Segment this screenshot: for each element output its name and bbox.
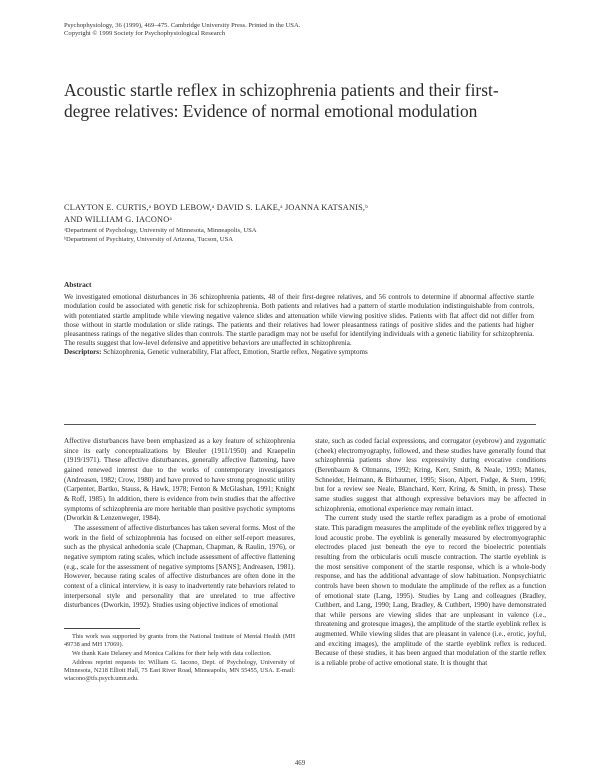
journal-header [64,22,300,39]
body-paragraph: Affective disturbances have been emphasized as a key feature of schizophrenia since its early conceptualizations by Bleuler (1911/1950) and Kraepelin (1919/1971). These affective disturbances, generally affective flattening, have gained renewed interest due to the works of contemporary investigators (Andreasen, 1982; Crow, 1980) and have proved to have strong prognostic utility (Carpenter, Bartko, Stauss, & Hawk, 1978; Fenton & McGlashan, 1991; Knight & Roff, 1985). In addition, there is evidence from twin studies that the affective symptoms of schizophrenia are more heritable than positive psychotic symptoms (Dworkin & Lenzenweger, 1984). [64,437,295,523]
affiliation-b: ᵇDepartment of Psychiatry, University of Arizona, Tucson, USA [64,236,234,243]
body-paragraph: The current study used the startle reflex paradigm as a probe of emotional state. This paradigm measures the amplitude of the eyeblink reflex triggered by a loud acoustic probe. The eyeblink is generally measured by electromyographic electrodes placed just beneath the eye to record the bioelectric potentials resulting from the orbicularis oculi muscle contraction. The startle eyeblink is the most sensitive component of the startle response, which is a whole-body response, and has the additional advantage of slow habituation. Nonpsychiatric controls have been shown to modulate the amplitude of the reflex as a function of emotional state (Lang, 1995). Studies by Lang and colleagues (Bradley, Cuthbert, and Lang, 1990; Lang, Bradley, & Cuthbert, 1990) have demonstrated that while persons are viewing slides that are unpleasant in valence (i.e., threatening and grotesque images), the amplitude of the startle eyeblink reflex is augmented. While viewing slides that are pleasant in valence (i.e., erotic, joyful, and exciting images), the amplitude of the startle eyeblink reflex is reduced. Because of these studies, it has been argued that modulation of the startle reflex is a reliable probe of active emotional state. It is thought that [315,514,546,668]
body-column-right [315,437,546,669]
journal-citation: Psychophysiology, 36 (1999), 469–475. Cambridge University Press. Printed in the USA. [64,22,301,29]
abstract-heading: Abstract [64,280,92,289]
footnote-address: Address reprint requests to: William G. Iacono, Dept. of Psychology, University of Minnesota, N218 Elliott Hall, 75 East River Road, Minneapolis, MN 55455, USA. E-mail: wiacono@tfs.psych.umn.edu. [64,659,295,683]
copyright-line: Copyright © 1999 Society for Psychophysiological Research [64,30,226,38]
footnote-divider [64,628,140,629]
author-list [64,202,544,225]
page-number: 469 [294,760,306,767]
descriptors-label: Descriptors: [64,348,102,357]
footnotes [64,633,295,685]
affiliations [64,226,257,244]
descriptors [64,348,534,357]
body-paragraph: state, such as coded facial expressions, and corrugator (eyebrow) and zygomatic (cheek) electromyography, followed, and these studies have generally found that schizophrenia patients show less expressivity during evocative conditions (Berenbaum & Oltmanns, 1992; Kring, Kerr, Smith, & Neale, 1993; Mattes, Schneider, Heimann, & Birbaumer, 1995; Sison, Alpert, Fudge, & Stern, 1996; but for a review see Neale, Blanchard, Kerr, Kring, & Smith, in press). These same studies suggest that although expressive behaviors may be affected in schizophrenia, emotional experience may remain intact. [315,437,546,513]
article-title: Acoustic startle reflex in schizophrenia patients and their first-degree relatives: Evidence of normal emotional modulation [64,80,499,121]
authors-line-1: CLAYTON E. CURTIS,ᵃ BOYD LEBOW,ᵃ DAVID S. LAKE,ᵃ JOANNA KATSANIS,ᵇ [64,203,368,212]
affiliation-a: ᵃDepartment of Psychology, University of Minnesota, Minneapolis, USA [64,227,257,234]
abstract-section [64,280,534,358]
descriptors-list: Schizophrenia, Genetic vulnerability, Flat affect, Emotion, Startle reflex, Negative symptoms [103,348,368,357]
body-column-left [64,437,295,611]
authors-line-2: AND WILLIAM G. IACONOᵃ [64,214,172,224]
section-divider [64,424,536,425]
footnote-thanks: We thank Kate Delaney and Monica Calkins for their help with data collection. [72,650,272,658]
abstract-text: We investigated emotional disturbances in 36 schizophrenia patients, 48 of their first-degree relatives, and 56 controls to determine if abnormal affective startle modulation could be associated with genetic risk for schizophrenia. Both patients and relatives had a pattern of startle modulation indistinguishable from controls, with potentiated startle amplitude while viewing negative valence slides and attenuation while viewing positive slides. Patients with flat affect did not differ from those without in startle modulation or slide ratings. The patients and their relatives had lower pleasantness ratings of positive slides and the patients had higher pleasantness ratings of the negative slides than controls. The startle paradigm may not be useful for identifying individuals with a genetic liability for schizophrenia. The results suggest that low-level defensive and appetitive behaviors are unaffected in schizophrenia. [64,293,534,348]
body-paragraph: The assessment of affective disturbances has taken several forms. Most of the work in the field of schizophrenia has focused on either self-report measures, such as the physical anhedonia scale (Chapman, Chapman, & Raulin, 1976), or negative symptom rating scales, which include assessment of affective flattening (e.g., scale for the assessment of negative symptoms [SANS]; Andreasen, 1981). However, because rating scales of affective disturbances are often done in the context of a clinical interview, it is easy to inadvertently rate behaviors related to interpersonal style and personality that are unrelated to true affective disturbances (Dworkin, 1992). Studies using objective indices of emotional [64,523,295,610]
footnote-funding: This work was supported by grants from the National Institute of Mental Health (MH 49738 and MH 17069). [64,633,295,649]
